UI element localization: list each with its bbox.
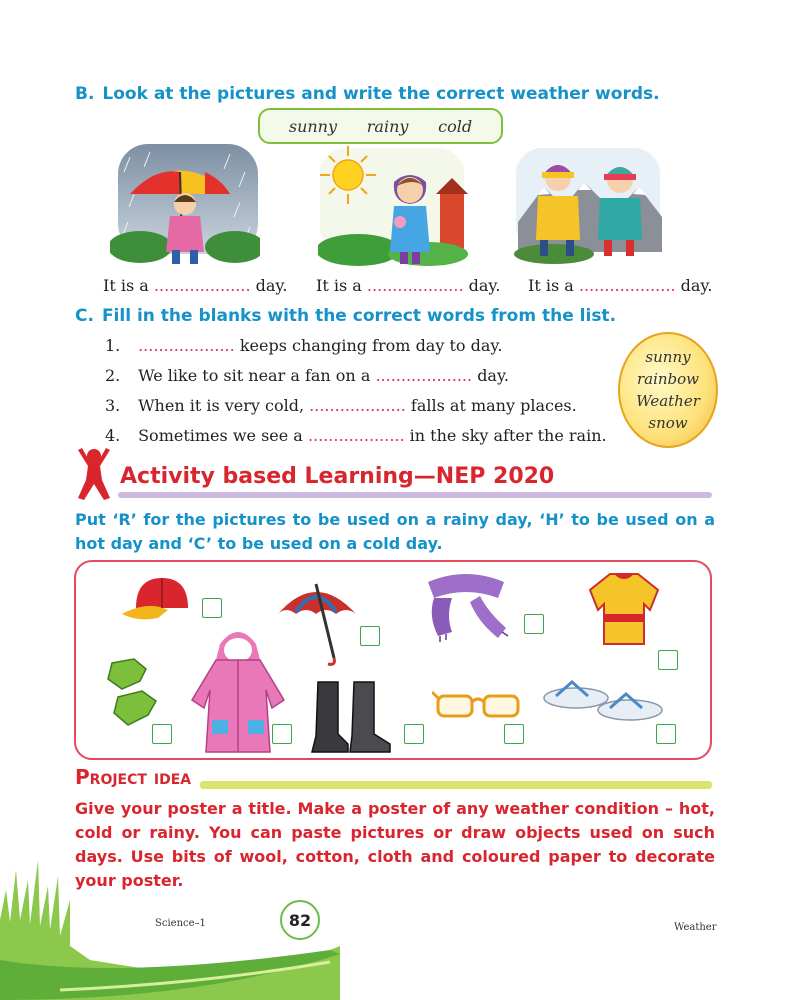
fill-item-blank[interactable]: ................... [309,396,406,415]
fill-item-1 [105,336,502,355]
umbrella-checkbox[interactable] [360,626,380,646]
sentence-2-blank[interactable]: ................... [366,276,464,295]
flip-flops-checkbox[interactable] [656,724,676,744]
weather-word-box [258,108,503,144]
project-text: Give your poster a title. Make a poster of any weather condition – hot, cold or rainy. You can paste pictures or draw objects used on such days. Use bits of wool, cotton, cloth and coloured paper to decorate your poster. [75,799,715,890]
boots-checkbox[interactable] [404,724,424,744]
scarf-checkbox[interactable] [524,614,544,634]
fill-item-number: 3. [105,396,121,415]
fill-item-blank[interactable]: ................... [307,426,405,445]
fill-item-number: 1. [105,336,121,355]
section-b-letter: B. [75,84,95,104]
word-list-item: snow [648,414,688,432]
sunglasses-icon [432,684,524,724]
boots-icon [306,678,396,756]
fill-item-text: in the sky after the rain. [409,426,607,445]
fill-item-text: day. [477,366,509,385]
cap-checkbox[interactable] [202,598,222,618]
sentence-1-prefix: It is a [103,276,149,295]
fill-item-text: When it is very cold, [138,396,305,415]
word-list-item: sunny [645,348,691,366]
sentence-3-blank[interactable]: ................... [578,276,676,295]
section-b-heading [75,84,660,104]
activity-underline [118,492,712,498]
sentence-3-prefix: It is a [528,276,574,295]
project-title: Project idea [75,765,192,789]
gloves-icon [100,655,168,735]
fill-item-text: Sometimes we see a [138,426,303,445]
raincoat-checkbox[interactable] [272,724,292,744]
footer-subject: Science–1 [155,918,206,929]
word-sunny: sunny [288,116,338,136]
word-rainy: rainy [366,116,409,136]
word-cold: cold [438,116,473,136]
sentence-2-suffix: day. [468,276,501,295]
fill-item-3 [105,396,577,415]
activity-child-icon [72,446,116,502]
sentence-3 [528,276,712,295]
section-c-heading [75,306,616,326]
word-list-cloud [618,332,718,448]
sweater-checkbox[interactable] [658,650,678,670]
fill-item-2 [105,366,509,385]
fill-item-text: falls at many places. [410,396,577,415]
fill-item-blank[interactable]: ................... [138,336,235,355]
fill-item-number: 4. [105,426,121,445]
fill-item-text: We like to sit near a fan on a [138,366,371,385]
sentence-1 [103,276,287,295]
section-c-title: Fill in the blanks with the correct words from the list. [101,306,617,326]
flip-flops-icon [542,676,666,724]
sentence-1-suffix: day. [255,276,288,295]
word-list-item: Weather [636,392,700,410]
project-underline [200,781,712,789]
cold-day-picture [514,142,664,267]
fill-item-4 [105,426,607,445]
section-c-letter: C. [75,306,94,326]
sentence-1-blank[interactable]: ................... [153,276,251,295]
activity-title: Activity based Learning—NEP 2020 [120,464,555,489]
activity-instruction: Put ‘R’ for the pictures to be used on a rainy day, ‘H’ to be used on a hot day and ‘C’ to be used on a cold day. [75,510,715,553]
fill-item-blank[interactable]: ................... [375,366,473,385]
sunglasses-checkbox[interactable] [504,724,524,744]
sweater-icon [586,568,662,648]
sunny-day-picture [318,142,468,267]
sentence-3-suffix: day. [680,276,713,295]
scarf-icon [418,572,514,644]
sentence-2 [316,276,500,295]
fill-item-number: 2. [105,366,121,385]
word-list-item: rainbow [636,370,700,388]
footer-chapter: Weather [674,922,717,933]
gloves-checkbox[interactable] [152,724,172,744]
rainy-day-picture [110,142,260,267]
page-number: 82 [280,900,320,940]
fill-item-text: keeps changing from day to day. [239,336,503,355]
section-b-title: Look at the pictures and write the correct weather words. [102,84,660,104]
sentence-2-prefix: It is a [316,276,362,295]
